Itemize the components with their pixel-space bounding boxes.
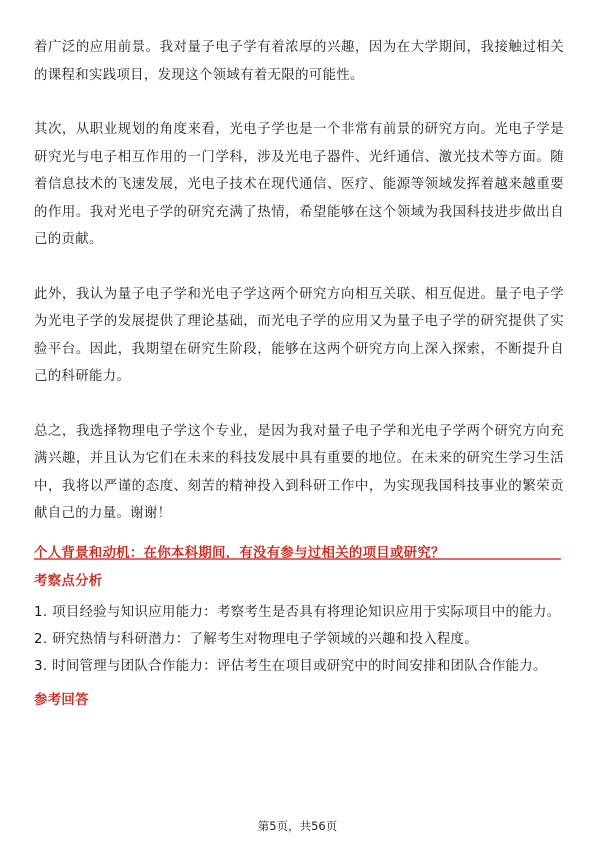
page-content <box>34 34 564 712</box>
body-paragraph: 着广泛的应用前景。我对量子电子学有着浓厚的兴趣，因为在大学期间，我接触过相关的课程和实践项目，发现这个领域有着无限的可能性。 <box>34 40 564 83</box>
page-number: 第5页，共56页 <box>257 819 338 833</box>
analysis-list <box>34 599 564 680</box>
analysis-heading: 考察点分析 <box>34 573 103 589</box>
question-heading: 个人背景和动机：在你本科期间，有没有参与过相关的项目或研究？ <box>34 545 445 561</box>
answer-heading: 参考回答 <box>34 692 89 708</box>
section-divider <box>34 558 561 560</box>
list-item: 1. 项目经验与知识应用能力：考察考生是否具有将理论知识应用于实际项目中的能力。 <box>34 604 561 620</box>
body-paragraph: 此外，我认为量子电子学和光电子学这两个研究方向相互关联、相互促进。量子电子学为光电子学的发展提供了理论基础，而光电子学的应用又为量子电子学的研究提供了实验平台。因此，我期望在研究生阶段，能够在这两个研究方向上深入探索，不断提升自己的科研能力。 <box>34 286 564 384</box>
list-item: 3. 时间管理与团队合作能力：评估考生在项目或研究中的时间安排和团队合作能力。 <box>34 658 547 674</box>
list-item: 2. 研究热情与科研潜力：了解考生对物理电子学领域的兴趣和投入程度。 <box>34 631 479 647</box>
body-paragraph: 其次，从职业规划的角度来看，光电子学也是一个非常有前景的研究方向。光电子学是研究光与电子相互作用的一门学科，涉及光电子器件、光纤通信、激光技术等方面。随着信息技术的飞速发展，光电子技术在现代通信、医疗、能源等领域发挥着越来越重要的作用。我对光电子学的研究充满了热情，希望能够在这个领域为我国科技进步做出自己的贡献。 <box>34 122 564 247</box>
body-paragraph: 总之，我选择物理电子学这个专业，是因为我对量子电子学和光电子学两个研究方向充满兴趣，并且认为它们在未来的科技发展中具有重要的地位。在未来的研究生学习生活中，我将以严谨的态度、刻苦的精神投入到科研工作中，为实现我国科技事业的繁荣贡献自己的力量。谢谢！ <box>34 423 564 521</box>
